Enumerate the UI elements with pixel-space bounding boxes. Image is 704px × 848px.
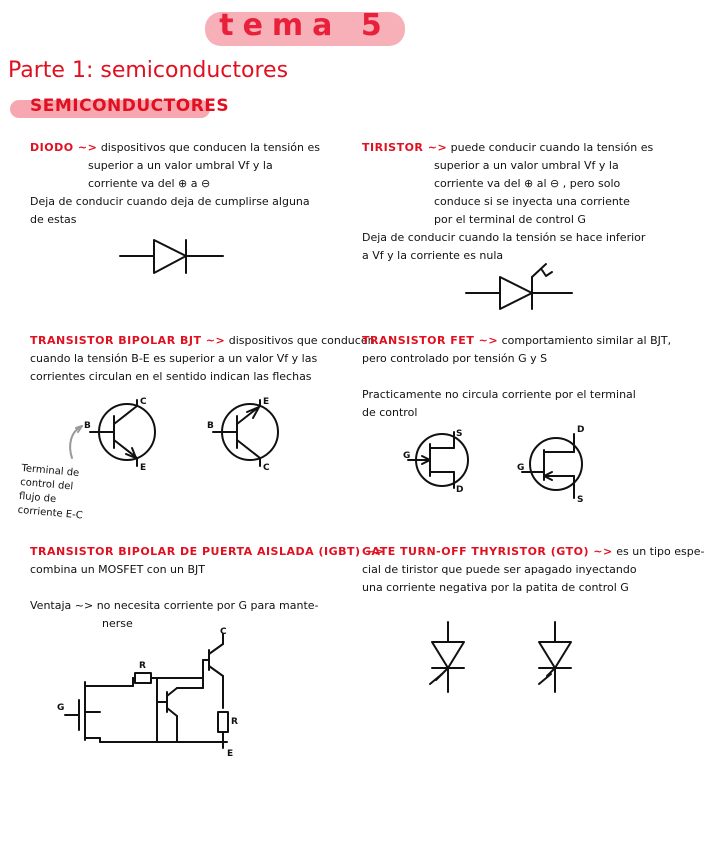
gto-block xyxy=(362,543,704,597)
igbt-circuit xyxy=(55,627,255,760)
gto-symbol xyxy=(418,620,478,700)
fet-line: pero controlado por tensión G y S xyxy=(362,352,548,365)
fet-label-s: S xyxy=(577,495,584,505)
igbt-extra-line: nerse xyxy=(102,617,133,630)
tiristor-line: por el terminal de control G xyxy=(434,213,586,226)
bjt-label-b: B xyxy=(207,421,214,431)
diode-symbol xyxy=(118,238,228,278)
bjt-note-line: corriente E-C xyxy=(17,504,84,522)
bjt-label-c: C xyxy=(263,463,270,473)
gto-symbol xyxy=(525,620,585,700)
diodo-line: dispositivos que conducen la tensión es xyxy=(100,141,320,154)
bjt-line: cuando la tensión B-E es superior a un valor Vf y las xyxy=(30,352,318,365)
gto-line: cial de tiristor que puede ser apagado inyectando xyxy=(362,563,637,576)
diodo-extra-line: de estas xyxy=(30,213,77,226)
tiristor-extra-line: a Vf y la corriente es nula xyxy=(362,249,504,262)
igbt-label-e: E xyxy=(227,749,234,759)
fet-label-g: G xyxy=(517,463,525,473)
bjt-line: corrientes circulan en el sentido indican las flechas xyxy=(30,370,312,383)
igbt-label-r: R xyxy=(231,717,238,727)
tiristor-extra xyxy=(362,229,645,265)
igbt-extra-line: Ventaja ~> no necesita corriente por G para mante- xyxy=(30,599,319,612)
bjt-label-e: E xyxy=(140,463,147,473)
bjt-label-b: B xyxy=(84,421,91,431)
bjt-note-line: control del xyxy=(19,476,74,493)
section-heading: SEMICONDUCTORES xyxy=(30,96,230,116)
bjt-note-line: flujo de xyxy=(18,490,57,506)
title-block xyxy=(205,2,405,52)
diodo-line: corriente va del ⊕ a ⊖ xyxy=(88,177,211,190)
part-title: Parte 1: semiconductores xyxy=(8,58,289,83)
pnp-transistor-symbol xyxy=(205,392,295,482)
fet-label-s: S xyxy=(456,429,463,439)
igbt-block xyxy=(30,543,384,579)
tiristor-block xyxy=(362,139,652,229)
thyristor-symbol xyxy=(464,262,579,312)
fet-extra-line: Practicamente no circula corriente por el terminal xyxy=(362,388,636,401)
bjt-block xyxy=(30,332,375,386)
fet-block xyxy=(362,332,671,368)
diodo-extra xyxy=(30,193,310,229)
fet-label-d: D xyxy=(456,485,464,495)
igbt-label-g: G xyxy=(57,703,65,713)
tiristor-line: superior a un valor umbral Vf y la xyxy=(434,159,619,172)
bjt-heading: TRANSISTOR BIPOLAR BJT ~> xyxy=(30,334,226,347)
tiristor-line: conduce si se inyecta una corriente xyxy=(434,195,630,208)
fet-p-symbol xyxy=(516,422,596,512)
igbt-heading: TRANSISTOR BIPOLAR DE PUERTA AISLADA (IGBT) ~> xyxy=(30,545,385,558)
bjt-note xyxy=(17,462,87,523)
tiristor-extra-line: Deja de conducir cuando la tensión se hace inferior xyxy=(362,231,646,244)
igbt-label-c: C xyxy=(220,627,227,637)
gto-heading: GATE TURN-OFF THYRISTOR (GTO) ~> xyxy=(362,545,613,558)
bjt-note-line: Terminal de xyxy=(20,462,80,480)
fet-extra-line: de control xyxy=(362,406,418,419)
fet-label-g: G xyxy=(403,451,411,461)
fet-heading: TRANSISTOR FET ~> xyxy=(362,334,499,347)
fet-n-symbol xyxy=(402,422,482,502)
bjt-line: dispositivos que conducen xyxy=(228,334,375,347)
igbt-label-r: R xyxy=(139,661,146,671)
pointer-arrow-icon xyxy=(60,424,100,464)
gto-line: una corriente negativa por la patita de control G xyxy=(362,581,629,594)
diodo-line: superior a un valor umbral Vf y la xyxy=(88,159,273,172)
igbt-extra xyxy=(30,597,319,633)
gto-line: es un tipo espe- xyxy=(616,545,704,558)
fet-line: comportamiento similar al BJT, xyxy=(501,334,672,347)
fet-label-d: D xyxy=(577,425,585,435)
page-title: tema 5 xyxy=(219,8,391,43)
tiristor-heading: TIRISTOR ~> xyxy=(362,141,448,154)
bjt-label-c: C xyxy=(140,397,147,407)
bjt-label-e: E xyxy=(263,397,270,407)
tiristor-line: corriente va del ⊕ al ⊖ , pero solo xyxy=(434,177,621,190)
diodo-heading: DIODO ~> xyxy=(30,141,98,154)
igbt-line: combina un MOSFET con un BJT xyxy=(30,563,206,576)
tiristor-line: puede conducir cuando la tensión es xyxy=(450,141,654,154)
diodo-block xyxy=(30,139,340,193)
fet-extra xyxy=(362,386,636,422)
diodo-extra-line: Deja de conducir cuando deja de cumplirse alguna xyxy=(30,195,310,208)
